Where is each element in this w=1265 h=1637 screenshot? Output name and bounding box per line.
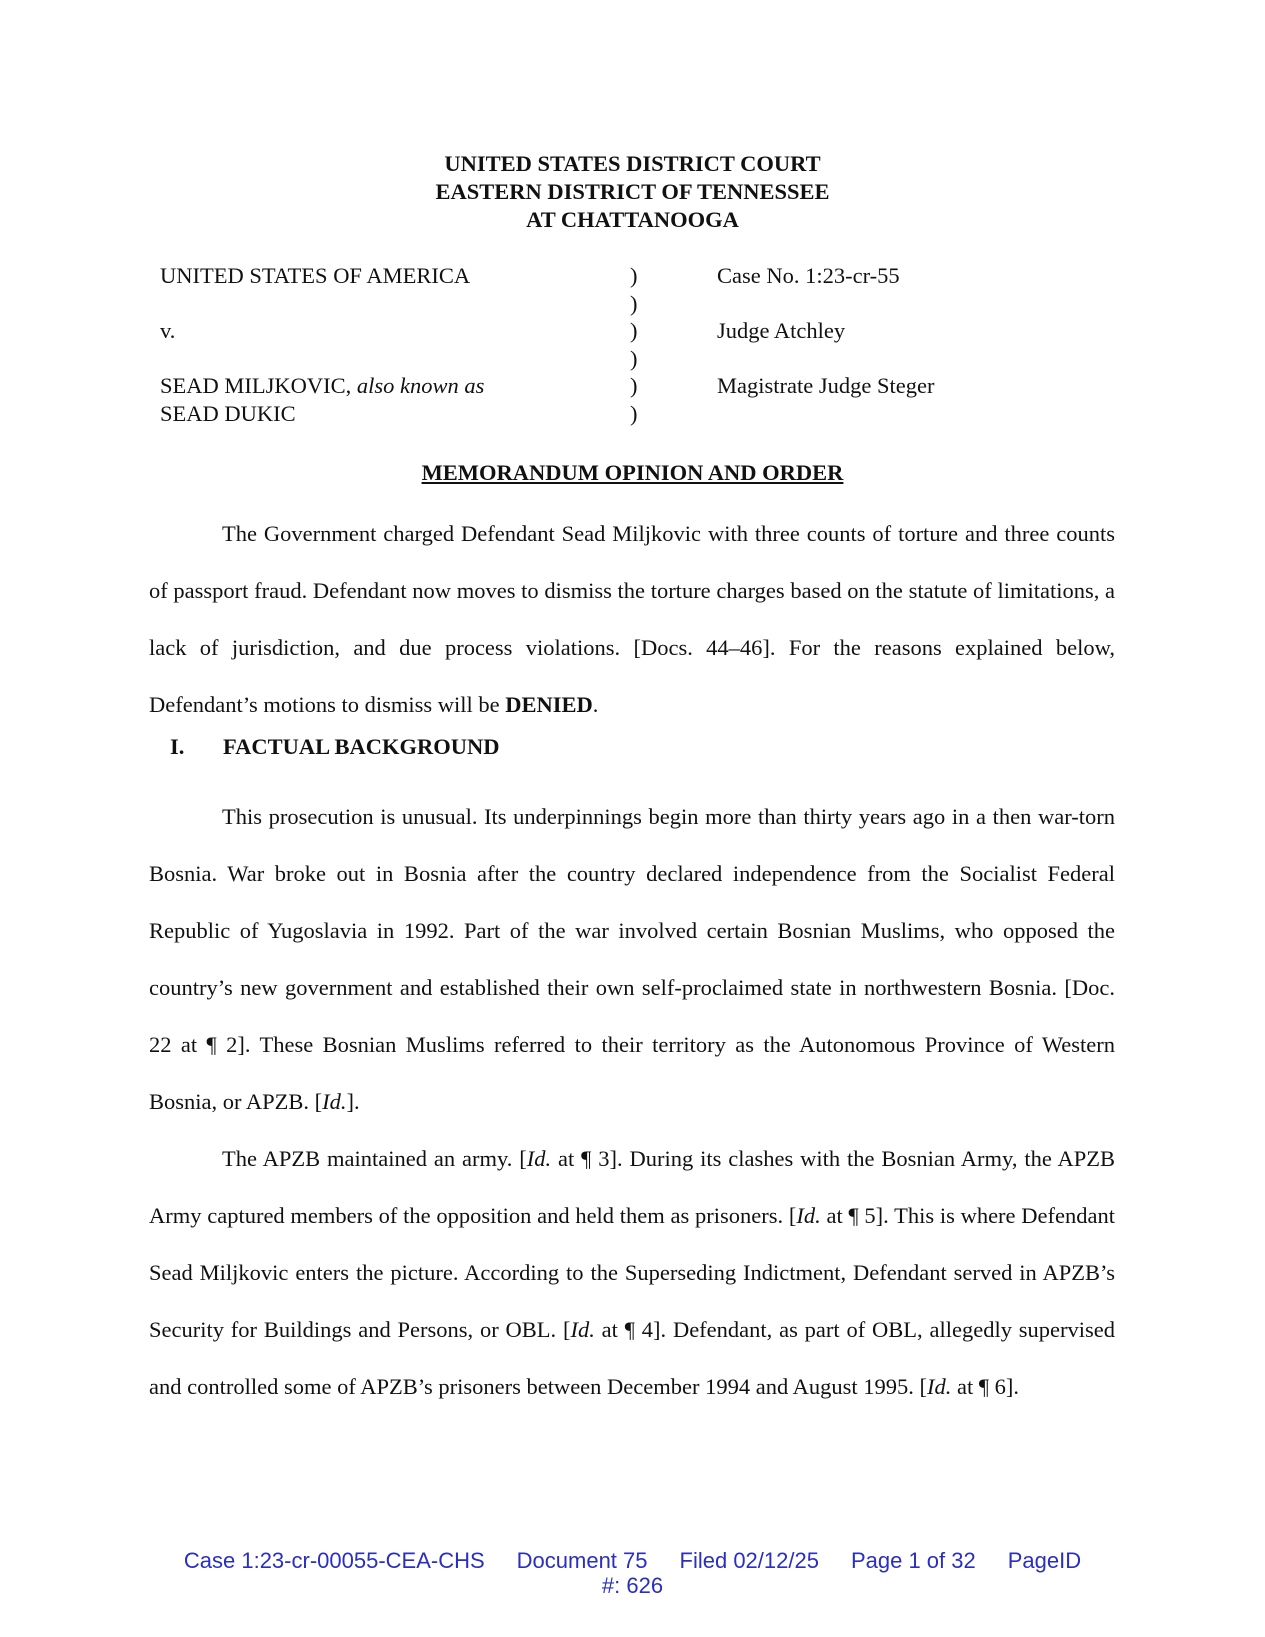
paren: ) [630,263,638,288]
paragraph-text: The APZB maintained an army. [ [222,1146,527,1171]
defendant-alias: SEAD DUKIC [160,401,296,426]
paragraph-text: at ¶ 6]. [951,1374,1020,1399]
footer-case: Case 1:23-cr-00055-CEA-CHS [183,1548,485,1573]
paragraph-text: This prosecution is unusual. Its underpinnings begin more than thirty years ago in a then war-torn Bosnia. War broke out in Bosnia after the country declared independence from the Socialist Federal Republic of Yugoslavia in 1992. Part of the war involved certain Bosnian Muslims, who opposed the country’s new government and established their own self-proclaimed state in northwestern Bosnia. [Doc. 22 at ¶ 2]. These Bosnian Muslims referred to their territory as the Autonomous Province of Western Bosnia, or APZB. [ [149,804,1115,1114]
paren: ) [630,291,638,316]
paragraph-text: at ¶ 3]. During its clashes with the Bosnian Army, the APZB Army captured members of the opposition and held them as prisoners. [ [149,1146,1115,1228]
footer-document: Document 75 [516,1548,648,1573]
court-header [0,150,1265,234]
court-location: AT CHATTANOOGA [526,207,739,232]
defendant-name-line [160,372,484,401]
section-title: FACTUAL BACKGROUND [223,734,500,759]
ecf-footer [0,1548,1265,1598]
paragraph-intro [149,505,1115,733]
paren: ) [630,373,638,398]
paragraph-end: . [592,692,599,717]
judge: Judge Atchley [717,318,846,343]
case-number: Case No. 1:23-cr-55 [717,263,900,288]
magistrate-judge: Magistrate Judge Steger [717,373,935,398]
defendant-name: SEAD MILJKOVIC, [160,373,352,398]
footer-pageid-value: #: 626 [601,1573,664,1598]
citation-id: Id. [570,1317,595,1342]
court-name: UNITED STATES DISTRICT COURT [444,151,821,176]
citation-id: Id. [796,1203,821,1228]
footer-page: Page 1 of 32 [850,1548,976,1573]
plaintiff: UNITED STATES OF AMERICA [160,263,471,288]
document-title: MEMORANDUM OPINION AND ORDER [421,460,844,485]
versus: v. [160,318,176,343]
paragraph-text: at ¶ 4]. Defendant, as part of OBL, allegedly supervised and controlled some of APZB’s prisoners between December 1994 and August 1995. [ [149,1317,1115,1399]
ruling-denied: DENIED [505,692,593,717]
paragraph-text: at ¶ 5]. This is where Defendant Sead Miljkovic enters the picture. According to the Superseding Indictment, Defendant served in APZB’s Security for Buildings and Persons, or OBL. [ [149,1203,1115,1342]
defendant-alias-label: also known as [356,373,485,398]
section-number: I. [170,734,185,759]
citation-id: Id. [526,1146,552,1171]
court-district: EASTERN DISTRICT OF TENNESSEE [435,179,830,204]
paren: ) [630,318,638,343]
paragraph-background [149,788,1115,1130]
paren: ) [630,401,638,426]
citation-id: Id. [926,1374,952,1399]
footer-filed: Filed 02/12/25 [679,1548,819,1573]
paragraph-end: ]. [346,1089,360,1114]
section-heading [170,734,499,760]
citation-id: Id. [322,1089,347,1114]
paragraph-apzb-army [149,1130,1115,1415]
paragraph-text: The Government charged Defendant Sead Miljkovic with three counts of torture and three counts of passport fraud. Defendant now moves to dismiss the torture charges based on the statute of limitations, a lack of jurisdiction, and due process violations. [Docs. 44–46]. For the reasons explained below, Defendant’s motions to dismiss will be [149,521,1115,717]
footer-pageid-label: PageID [1007,1548,1082,1573]
paren: ) [630,346,638,371]
